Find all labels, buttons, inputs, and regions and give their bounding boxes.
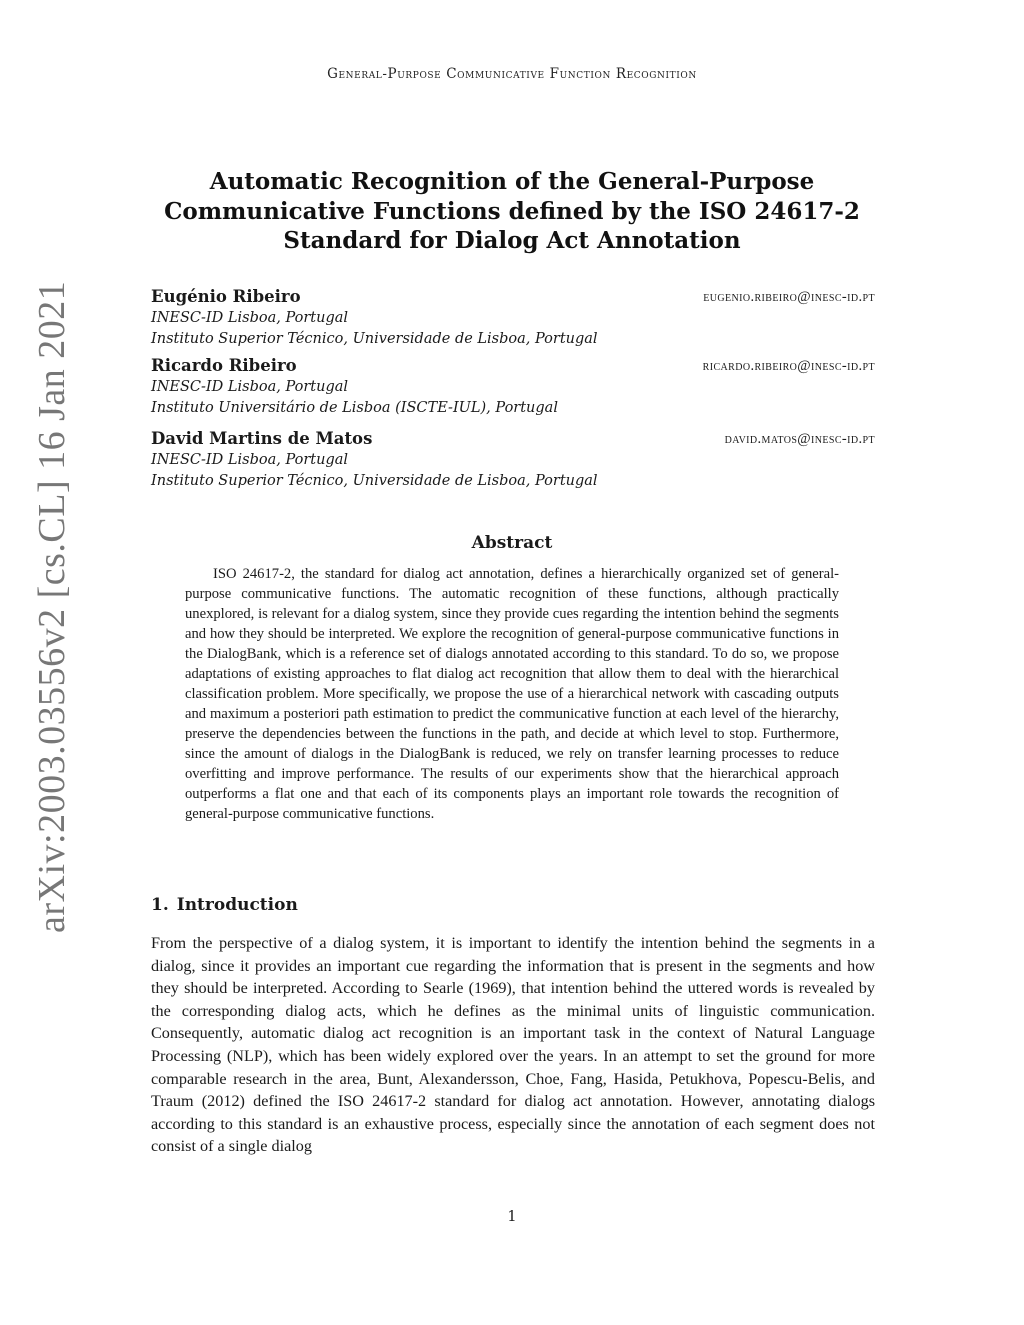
section-title: Introduction	[176, 895, 298, 915]
author-block	[151, 428, 875, 492]
author-email: david.matos@inesc-id.pt	[724, 431, 875, 447]
author-affiliation: INESC-ID Lisboa, Portugal	[151, 452, 349, 468]
author-affiliation: INESC-ID Lisboa, Portugal	[151, 379, 349, 395]
page-number: 1	[507, 1209, 517, 1225]
author-block	[151, 355, 875, 419]
author-email: eugenio.ribeiro@inesc-id.pt	[703, 289, 875, 305]
arxiv-identifier: arXiv:2003.03556v2 [cs.CL] 16 Jan 2021	[31, 280, 73, 933]
author-name: Ricardo Ribeiro	[151, 356, 297, 375]
section-heading	[151, 895, 298, 915]
introduction-text: From the perspective of a dialog system, it is important to identify the intention behind the segments in a dialog, since it provides an important cue regarding the information that is present in the segments and how they should be interpreted. According to Searle (1969), that intention behind the uttered words is revealed by the corresponding dialog acts, which he defines as the minimal units of linguistic communication. Consequently, automatic dialog act recognition is an important task in the context of Natural Language Processing (NLP), which has been widely explored over the years. In an attempt to set the ground for more comparable research in the area, Bunt, Alexandersson, Choe, Fang, Hasida, Petukhova, Popescu-Belis, and Traum (2012) defined the ISO 24617-2 standard for dialog act annotation. However, annotating dialogs according to this standard is an exhaustive process, especially since the annotation of each segment does not consist of a single dialog	[151, 934, 875, 1156]
section-number: 1.	[151, 895, 169, 915]
running-head: General-Purpose Communicative Function Recognition	[327, 66, 697, 82]
abstract-text: ISO 24617-2, the standard for dialog act annotation, defines a hierarchically organized set of general-purpose communicative functions. The automatic recognition of these functions, although practically unexplored, is relevant for a dialog system, since they provide cues regarding the intention behind the segments and how they should be interpreted. We explore the recognition of general-purpose communicative functions in the DialogBank, which is a reference set of dialogs annotated according to this standard. To do so, we propose adaptations of existing approaches to flat dialog act recognition that allow them to deal with the hierarchical classification problem. More specifically, we propose the use of a hierarchical network with cascading outputs and maximum a posteriori path estimation to predict the communicative function at each level of the hierarchy, preserve the dependencies between the functions in the path, and decide at which level to stop. Furthermore, since the amount of dialogs in the DialogBank is reduced, we rely on transfer learning processes to reduce overfitting and improve performance. The results of our experiments show that the hierarchical approach outperforms a flat one and that each of its components plays an important role towards the recognition of general-purpose communicative functions.	[185, 566, 839, 822]
author-name: David Martins de Matos	[151, 429, 373, 448]
author-affiliation: Instituto Universitário de Lisboa (ISCTE-IUL), Portugal	[151, 400, 558, 416]
author-name: Eugénio Ribeiro	[151, 287, 301, 306]
abstract-heading: Abstract	[471, 533, 553, 553]
author-block	[151, 286, 875, 350]
author-affiliation: Instituto Superior Técnico, Universidade de Lisboa, Portugal	[151, 473, 598, 489]
paper-title: Automatic Recognition of the General-Purpose Communicative Functions defined by the ISO 24617-2 Standard for Dialog Act Annotation	[164, 168, 860, 254]
author-email: ricardo.ribeiro@inesc-id.pt	[702, 358, 875, 374]
author-affiliation: Instituto Superior Técnico, Universidade de Lisboa, Portugal	[151, 331, 598, 347]
author-affiliation: INESC-ID Lisboa, Portugal	[151, 310, 349, 326]
